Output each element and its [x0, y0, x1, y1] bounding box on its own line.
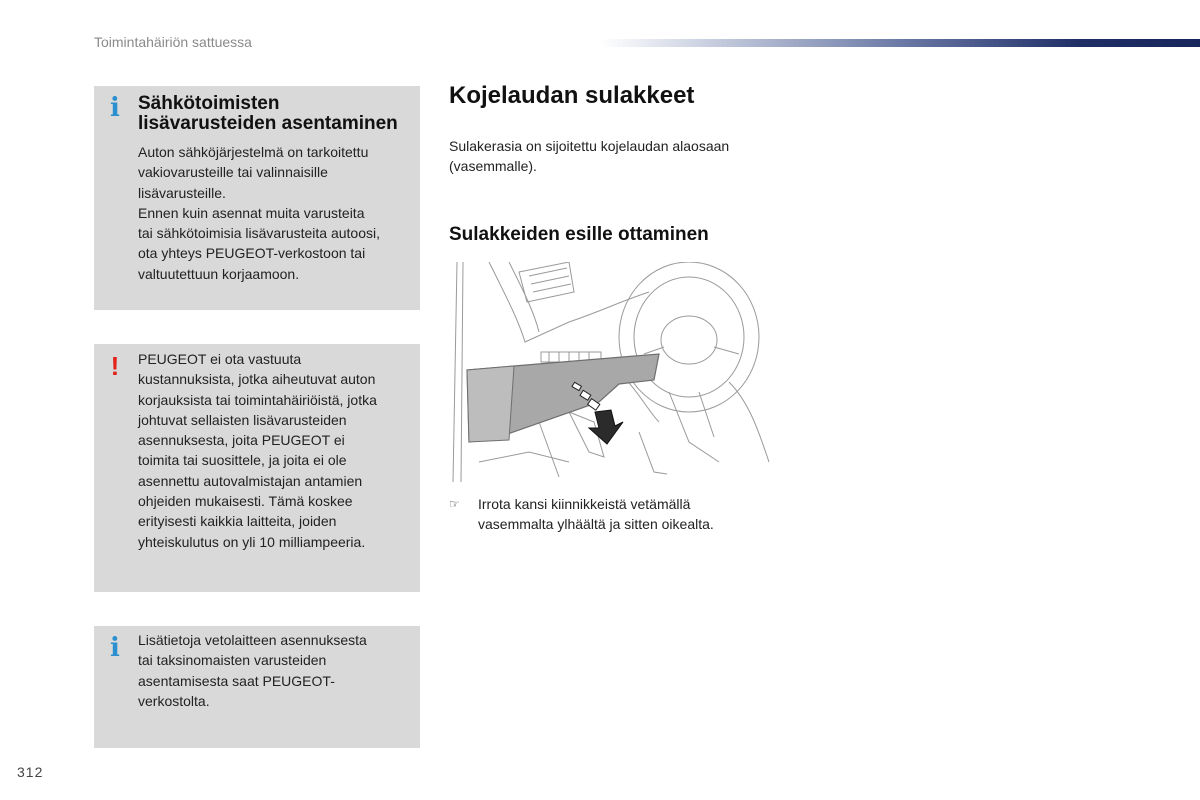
intro-paragraph: Sulakerasia on sijoitettu kojelaudan alaosaan (vasemmalle).: [449, 138, 730, 174]
pointing-hand-icon: ☞: [449, 497, 460, 511]
page-number: 312: [17, 764, 44, 780]
page-title: Kojelaudan sulakkeet: [449, 82, 695, 109]
warning-icon: !: [110, 351, 120, 381]
info-icon: i: [110, 93, 120, 123]
info-box-electrical-accessories: [94, 86, 420, 310]
warning-box: [94, 344, 420, 592]
info-box-title: Sähkötoimisten lisävarusteiden asentaminen: [138, 93, 398, 134]
section-subtitle: Sulakkeiden esille ottaminen: [449, 224, 709, 245]
info-box-text: Auton sähköjärjestelmä on tarkoitettu vakiovarusteille tai valinnaisille lisävarusteille. Ennen kuin asennat muita varusteita tai sähkötoimisia lisävarusteita autoosi, ota yhteys PEUGEOT-verkostoon tai valtuutettuun korjaamoon.: [138, 144, 381, 282]
dashboard-fuse-cover-illustration: [449, 262, 774, 482]
warning-box-text: PEUGEOT ei ota vastuuta kustannuksista, jotka aiheutuvat auton korjauksista tai toimintahäiriöistä, jotka johtuvat sellaisten lisävarusteiden asennuksesta, joita PEUGEOT ei toimita tai suosittele, ja joita ei ole asennettu autovalmistajan antamien ohjeiden mukaisesti. Tämä koskee erityisesti kaikkia laitteita, joiden yhteiskulutus on yli 10 milliampeeria.: [138, 351, 377, 550]
info-icon: i: [110, 633, 120, 663]
section-title: Toimintahäiriön sattuessa: [94, 34, 252, 50]
info-box-towing: [94, 626, 420, 748]
header-bar: [600, 39, 1200, 47]
info-box-text: Lisätietoja vetolaitteen asennuksesta tai taksinomaisten varusteiden asentamisesta saat PEUGEOT- verkostolta.: [138, 632, 367, 709]
step-instruction: Irrota kansi kiinnikkeistä vetämällä vasemmalta ylhäältä ja sitten oikealta.: [478, 496, 714, 532]
